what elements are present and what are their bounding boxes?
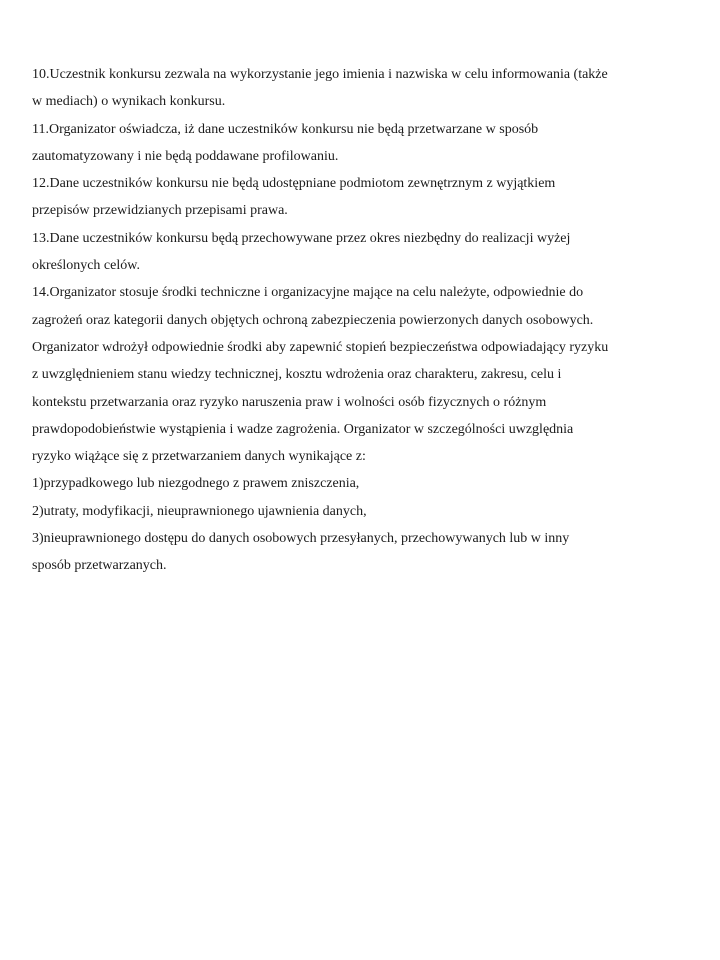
paragraph-13-line-1: 13.Dane uczestników konkursu będą przechowywane przez okres niezbędny do realizacji wyżej xyxy=(32,230,571,246)
paragraph-13-line-2: określonych celów. xyxy=(32,258,140,274)
list-item-3-line-2: sposób przetwarzanych. xyxy=(32,558,167,574)
paragraph-12-line-2: przepisów przewidzianych przepisami prawa. xyxy=(32,203,288,219)
paragraph-14-line-5: kontekstu przetwarzania oraz ryzyko naruszenia praw i wolności osób fizycznych o różnym xyxy=(32,394,547,410)
paragraph-14-line-1: 14.Organizator stosuje środki techniczne i organizacyjne mające na celu należyte, odpowiednie do xyxy=(32,285,584,301)
paragraph-11-line-2: zautomatyzowany i nie będą poddawane profilowaniu. xyxy=(32,148,339,164)
paragraph-10-line-1: 10.Uczestnik konkursu zezwala na wykorzystanie jego imienia i nazwiska w celu informowania (także xyxy=(32,67,608,82)
list-item-1: 1)przypadkowego lub niezgodnego z prawem zniszczenia, xyxy=(32,476,360,492)
list-item-3-line-1: 3)nieuprawnionego dostępu do danych osobowych przesyłanych, przechowywanych lub w inny xyxy=(32,531,570,547)
list-item-2: 2)utraty, modyfikacji, nieuprawnionego ujawnienia danych, xyxy=(32,503,367,519)
paragraph-14-line-7: ryzyko wiążące się z przetwarzaniem danych wynikające z: xyxy=(32,449,366,465)
paragraph-12-line-1: 12.Dane uczestników konkursu nie będą udostępniane podmiotom zewnętrznym z wyjątkiem xyxy=(32,176,556,192)
paragraph-14-line-3: Organizator wdrożył odpowiednie środki aby zapewnić stopień bezpieczeństwa odpowiadający ryzyku xyxy=(32,339,609,355)
paragraph-11-line-1: 11.Organizator oświadcza, iż dane uczestników konkursu nie będą przetwarzane w sposób xyxy=(32,121,539,137)
document-body xyxy=(32,61,704,580)
paragraph-14-line-4: z uwzględnieniem stanu wiedzy technicznej, kosztu wdrożenia oraz charakteru, zakresu, celu i xyxy=(32,367,562,383)
paragraph-14-line-2: zagrożeń oraz kategorii danych objętych ochroną zabezpieczenia powierzonych danych osobowych. xyxy=(32,312,594,328)
paragraph-14-line-6: prawdopodobieństwie wystąpienia i wadze zagrożenia. Organizator w szczególności uwzględnia xyxy=(32,421,574,437)
paragraph-10-line-2: w mediach) o wynikach konkursu. xyxy=(32,94,226,110)
